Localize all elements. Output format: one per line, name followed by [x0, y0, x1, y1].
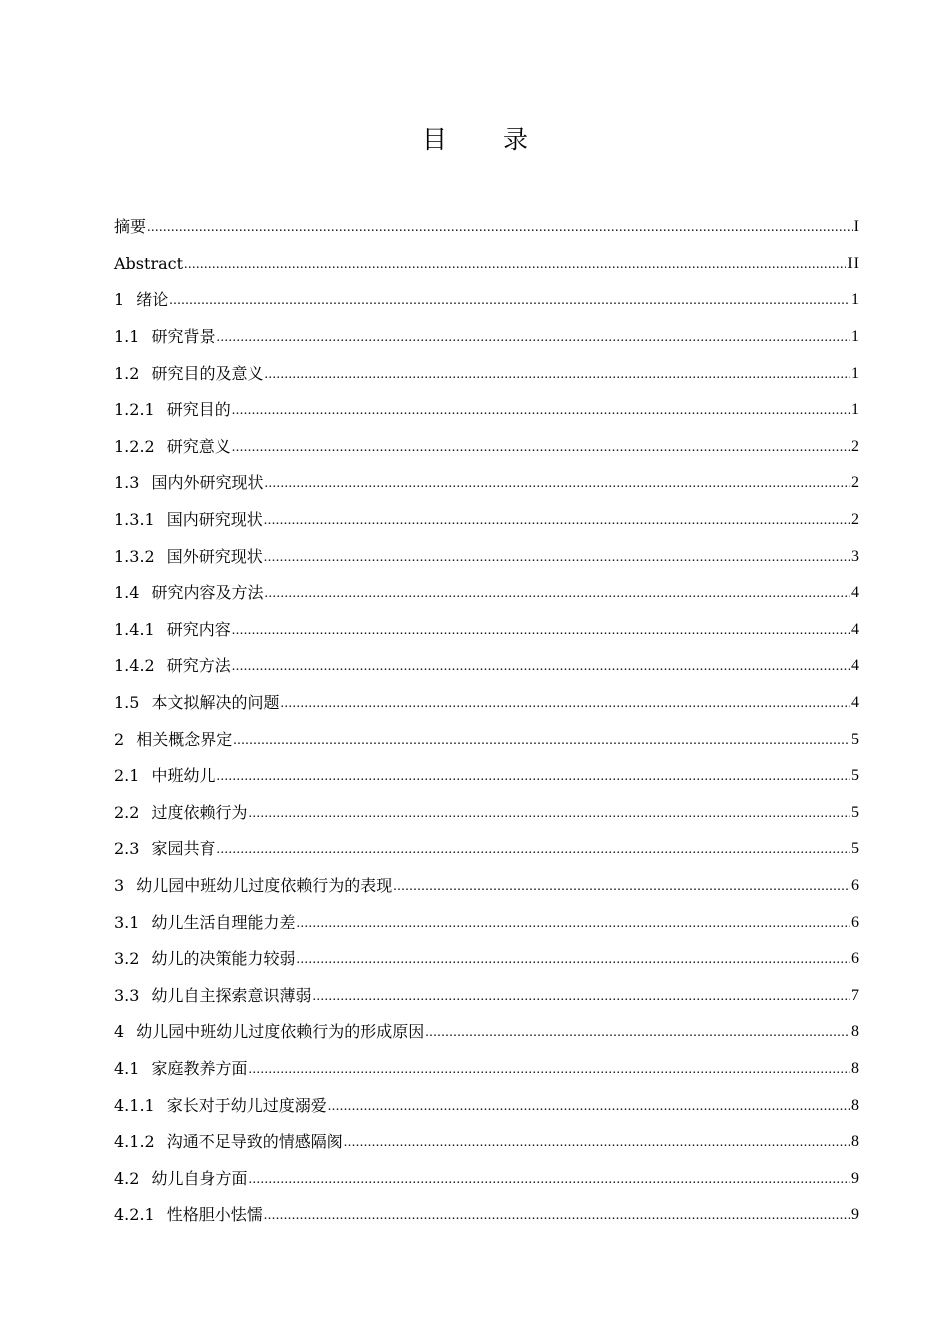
toc-entry-title: 国内外研究现状: [151, 473, 264, 493]
toc-entry[interactable]: [114, 209, 860, 246]
toc-dot-leader: [216, 328, 850, 348]
toc-entry-title: 研究方法: [166, 656, 231, 676]
toc-entry[interactable]: [114, 392, 860, 429]
toc-entry[interactable]: [114, 758, 860, 795]
toc-entry-page: I: [853, 218, 860, 236]
toc-entry-title: 国内研究现状: [166, 510, 263, 530]
toc-entry-title: 研究背景: [151, 327, 216, 347]
toc-entry-page: 8: [851, 1133, 860, 1151]
toc-entry-title: 幼儿自身方面: [151, 1168, 248, 1188]
toc-entry-number: 1.4.2: [114, 656, 155, 676]
toc-entry[interactable]: [114, 355, 860, 392]
toc-entry[interactable]: [114, 246, 860, 283]
toc-entry[interactable]: [114, 904, 860, 941]
toc-dot-leader: [216, 767, 850, 787]
toc-entry[interactable]: [114, 977, 860, 1014]
toc-entry-title: Abstract: [114, 253, 184, 273]
toc-dot-leader: [393, 877, 850, 897]
toc-entry-number: 1.3.1: [114, 510, 155, 530]
toc-entry-number: 4.2: [114, 1168, 140, 1188]
toc-entry-title: 研究内容及方法: [151, 583, 264, 603]
toc-entry[interactable]: [114, 1160, 860, 1197]
toc-entry-page: II: [847, 254, 860, 272]
toc-entry-page: 5: [851, 767, 860, 785]
toc-entry-title: 过度依赖行为: [151, 802, 248, 822]
toc-dot-leader: [232, 401, 850, 421]
toc-entry-number: 4.1.2: [114, 1132, 155, 1152]
toc-entry[interactable]: [114, 868, 860, 905]
toc-dot-leader: [248, 1170, 850, 1190]
toc-entry-page: 1: [851, 328, 860, 346]
toc-dot-leader: [184, 255, 846, 275]
toc-entry[interactable]: [114, 721, 860, 758]
toc-entry-title: 研究意义: [166, 436, 231, 456]
toc-entry[interactable]: [114, 795, 860, 832]
toc-entry[interactable]: [114, 831, 860, 868]
toc-entry-page: 1: [851, 401, 860, 419]
toc-entry-page: 9: [851, 1169, 860, 1187]
toc-entry[interactable]: [114, 941, 860, 978]
toc-entry[interactable]: [114, 1014, 860, 1051]
toc-entry-title: 国外研究现状: [166, 546, 263, 566]
toc-dot-leader: [264, 584, 850, 604]
toc-entry-number: 1.4.1: [114, 619, 155, 639]
toc-entry-page: 9: [851, 1206, 860, 1224]
toc-entry[interactable]: [114, 1087, 860, 1124]
toc-entry-number: 1.2: [114, 363, 140, 383]
toc-entry[interactable]: [114, 1051, 860, 1088]
toc-entry-page: 8: [851, 1023, 860, 1041]
toc-entry-title: 幼儿自主探索意识薄弱: [151, 985, 312, 1005]
toc-entry-page: 5: [851, 840, 860, 858]
toc-entry[interactable]: [114, 575, 860, 612]
toc-dot-leader: [425, 1023, 850, 1043]
toc-entry[interactable]: [114, 648, 860, 685]
toc-entry-title: 研究目的: [166, 400, 231, 420]
toc-dot-leader: [232, 621, 850, 641]
toc-entry-number: 3: [114, 875, 125, 895]
toc-dot-leader: [233, 731, 850, 751]
toc-entry-title: 绪论: [136, 290, 169, 310]
toc-entry-page: 4: [851, 620, 860, 638]
toc-entry-title: 幼儿园中班幼儿过度依赖行为的形成原因: [136, 1022, 425, 1042]
toc-entry-page: 4: [851, 694, 860, 712]
toc-entry-title: 家庭教养方面: [151, 1058, 248, 1078]
toc-entry-title: 幼儿生活自理能力差: [151, 912, 296, 932]
toc-entry-page: 6: [851, 876, 860, 894]
toc-entry-number: 1.4: [114, 583, 140, 603]
toc-entry-number: 2: [114, 729, 125, 749]
toc-entry-page: 5: [851, 730, 860, 748]
toc-entry-page: 4: [851, 657, 860, 675]
toc-dot-leader: [328, 1097, 850, 1117]
toc-entry-number: 4.1.1: [114, 1095, 155, 1115]
toc-entry-title: 研究目的及意义: [151, 363, 264, 383]
toc-list: [114, 209, 860, 1234]
toc-entry-page: 1: [851, 364, 860, 382]
toc-dot-leader: [232, 657, 850, 677]
toc-entry[interactable]: [114, 429, 860, 466]
toc-entry-page: 4: [851, 584, 860, 602]
toc-entry-page: 1: [851, 291, 860, 309]
toc-entry[interactable]: [114, 1124, 860, 1161]
toc-dot-leader: [264, 1206, 850, 1226]
toc-title: 目 录: [422, 125, 552, 154]
toc-entry-page: 5: [851, 803, 860, 821]
toc-entry-title: 摘要: [114, 217, 147, 237]
toc-entry[interactable]: [114, 502, 860, 539]
toc-entry-number: 1: [114, 290, 125, 310]
toc-entry[interactable]: [114, 1197, 860, 1234]
toc-dot-leader: [264, 511, 850, 531]
toc-entry-page: 7: [851, 986, 860, 1004]
toc-entry-number: 1.2.2: [114, 436, 155, 456]
toc-entry-number: 2.1: [114, 766, 140, 786]
toc-entry[interactable]: [114, 538, 860, 575]
toc-entry-page: 3: [851, 547, 860, 565]
toc-entry-number: 2.2: [114, 802, 140, 822]
toc-entry-page: 6: [851, 913, 860, 931]
toc-entry-page: 2: [851, 437, 860, 455]
toc-entry-number: 4.2.1: [114, 1205, 155, 1225]
toc-entry-number: 1.3.2: [114, 546, 155, 566]
toc-entry-number: 1.2.1: [114, 400, 155, 420]
toc-entry-page: 6: [851, 950, 860, 968]
toc-dot-leader: [264, 474, 850, 494]
toc-dot-leader: [216, 840, 850, 860]
toc-entry-title: 沟通不足导致的情感隔阂: [166, 1132, 343, 1152]
toc-entry-number: 4.1: [114, 1058, 140, 1078]
toc-dot-leader: [264, 548, 850, 568]
toc-entry-title: 相关概念界定: [136, 729, 233, 749]
toc-dot-leader: [248, 1060, 850, 1080]
toc-entry-title: 中班幼儿: [151, 766, 216, 786]
toc-entry-number: 2.3: [114, 839, 140, 859]
toc-entry[interactable]: [114, 282, 860, 319]
toc-dot-leader: [344, 1133, 850, 1153]
toc-entry-page: 2: [851, 474, 860, 492]
toc-entry-number: 3.3: [114, 985, 140, 1005]
toc-dot-leader: [264, 365, 850, 385]
toc-entry-number: 3.1: [114, 912, 140, 932]
toc-entry-title: 研究内容: [166, 619, 231, 639]
toc-entry-number: 1.5: [114, 693, 140, 713]
toc-entry[interactable]: [114, 465, 860, 502]
toc-entry[interactable]: [114, 612, 860, 649]
toc-dot-leader: [232, 438, 850, 458]
toc-dot-leader: [296, 914, 850, 934]
toc-entry-page: 2: [851, 511, 860, 529]
toc-entry-title: 幼儿园中班幼儿过度依赖行为的表现: [136, 875, 393, 895]
toc-entry-page: 8: [851, 1096, 860, 1114]
toc-dot-leader: [169, 291, 850, 311]
toc-entry-title: 家园共育: [151, 839, 216, 859]
toc-entry[interactable]: [114, 319, 860, 356]
toc-entry[interactable]: [114, 685, 860, 722]
toc-entry-title: 幼儿的决策能力较弱: [151, 949, 296, 969]
toc-entry-number: 3.2: [114, 949, 140, 969]
toc-entry-title: 本文拟解决的问题: [151, 693, 280, 713]
toc-dot-leader: [248, 804, 850, 824]
toc-entry-page: 8: [851, 1059, 860, 1077]
toc-dot-leader: [280, 694, 850, 714]
toc-entry-title: 性格胆小怯懦: [166, 1205, 263, 1225]
toc-entry-number: 1.1: [114, 327, 140, 347]
toc-dot-leader: [312, 987, 850, 1007]
toc-entry-title: 家长对于幼儿过度溺爱: [166, 1095, 327, 1115]
toc-dot-leader: [147, 218, 853, 238]
toc-entry-number: 1.3: [114, 473, 140, 493]
toc-dot-leader: [296, 950, 850, 970]
toc-entry-number: 4: [114, 1022, 125, 1042]
